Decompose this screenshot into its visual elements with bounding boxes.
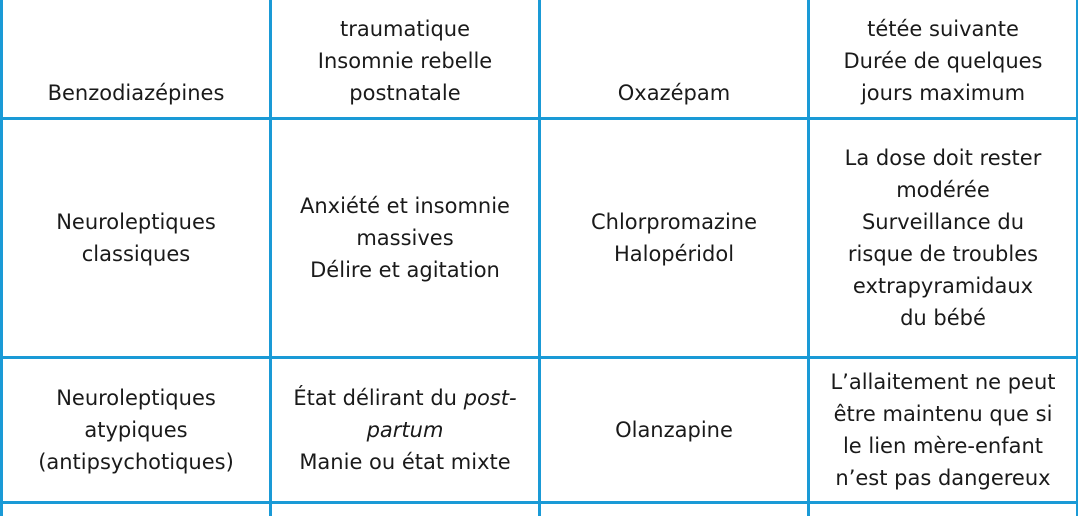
cell-line: risque de troubles <box>847 242 1039 266</box>
indication-cell <box>271 119 540 358</box>
cell-line: modérée <box>896 178 990 202</box>
cell-line: être maintenu que si <box>833 402 1053 426</box>
cell-line: Manie ou état mixte <box>299 450 511 474</box>
molecule-cell <box>540 0 809 119</box>
cell-line: tétée suivante <box>867 17 1019 41</box>
cell-line: Olanzapine <box>615 418 733 442</box>
cell-line: Durée de quelques <box>843 49 1043 73</box>
cell-line: Chlorpromazine <box>590 210 758 234</box>
italic-text: partum <box>366 418 444 442</box>
cell-line: extrapyramidaux <box>852 274 1034 298</box>
table-row <box>2 119 1078 358</box>
cell-line <box>282 414 528 446</box>
cell-line: Benzodiazépines <box>47 81 225 105</box>
table-row <box>2 0 1078 119</box>
cell-line: classiques <box>81 242 191 266</box>
cell-line: Neuroleptiques <box>56 386 216 410</box>
empty-cell <box>809 503 1078 516</box>
table-row <box>2 358 1078 503</box>
class-cell <box>2 358 271 503</box>
indication-cell <box>271 0 540 119</box>
cell-line: Insomnie rebelle <box>317 49 493 73</box>
cell-line: jours maximum <box>860 81 1026 105</box>
cell-line: L’allaitement ne peut <box>830 370 1056 394</box>
table-row <box>2 503 1078 516</box>
empty-cell <box>2 503 271 516</box>
cell-text: État délirant du <box>293 386 464 410</box>
cell-line: n’est pas dangereux <box>835 466 1051 490</box>
cell-line: postnatale <box>349 81 461 105</box>
cell-line: Neuroleptiques <box>56 210 216 234</box>
cell-line: Délire et agitation <box>310 258 500 282</box>
class-cell <box>2 119 271 358</box>
empty-cell <box>540 503 809 516</box>
cell-line: Halopéridol <box>613 242 735 266</box>
cell-line <box>282 382 528 414</box>
cell-line: (antipsychotiques) <box>38 450 234 474</box>
remarks-cell <box>809 0 1078 119</box>
cell-line: Surveillance du <box>861 210 1025 234</box>
molecule-cell <box>540 358 809 503</box>
remarks-cell <box>809 119 1078 358</box>
italic-text: post- <box>463 386 517 410</box>
cell-line: du bébé <box>900 306 986 330</box>
indication-cell <box>271 358 540 503</box>
cell-line: traumatique <box>340 17 470 41</box>
cell-line: massives <box>356 226 454 250</box>
cell-line: atypiques <box>84 418 188 442</box>
cell-line: La dose doit rester <box>844 146 1042 170</box>
cell-line: Anxiété et insomnie <box>300 194 510 218</box>
remarks-cell <box>809 358 1078 503</box>
empty-cell <box>271 503 540 516</box>
cell-line: Oxazépam <box>617 81 731 105</box>
class-cell <box>2 0 271 119</box>
cell-line: le lien mère-enfant <box>842 434 1044 458</box>
molecule-cell <box>540 119 809 358</box>
